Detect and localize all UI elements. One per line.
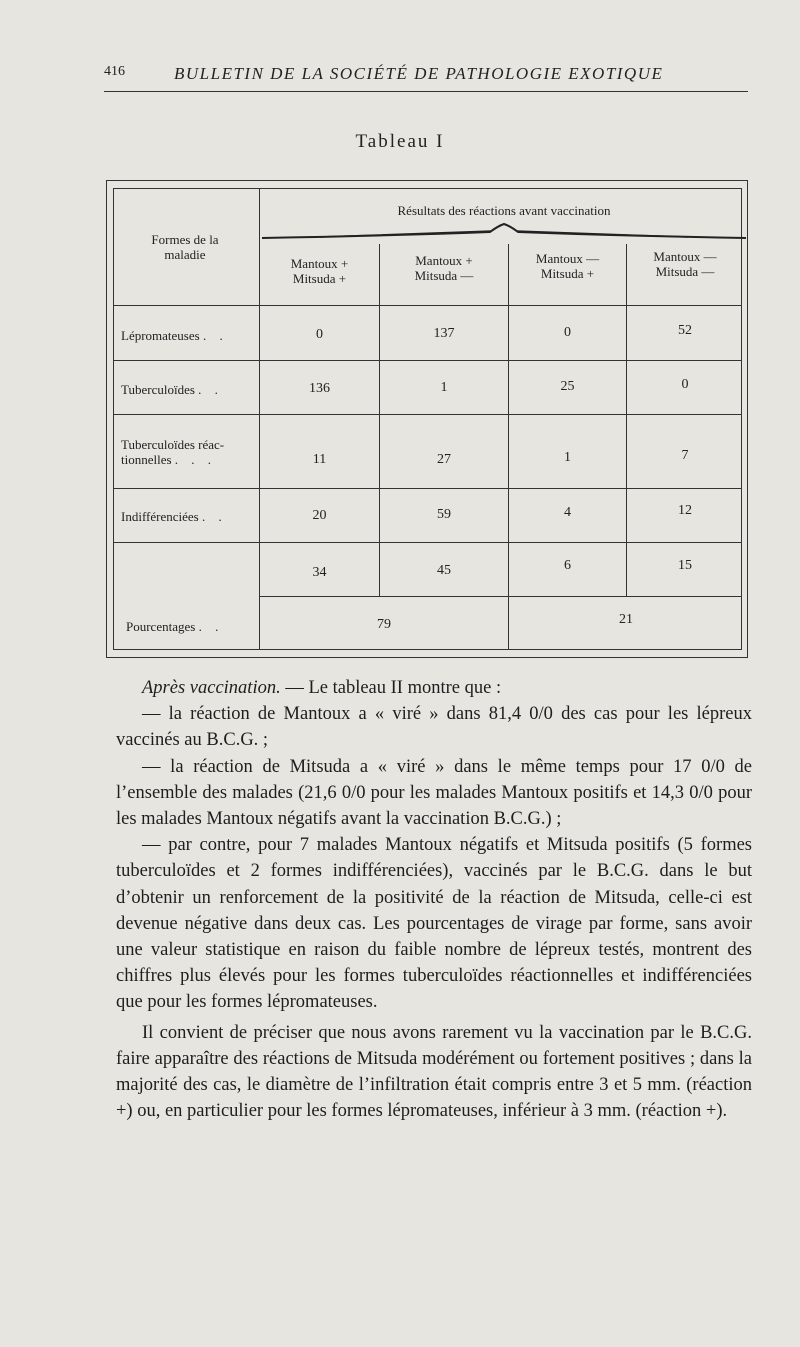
- table-rule: [114, 360, 741, 361]
- column-group-brace: [260, 222, 748, 244]
- column-header: [380, 253, 508, 283]
- table-cell: 7: [681, 448, 689, 463]
- row-label-text: Lépromateuses: [121, 328, 200, 343]
- paragraph: Il convient de préciser que nous avons rarement vu la vaccination par le B.C.G. faire apparaître des réactions de Mitsuda modérément ou fortement positives ; dans la majorité des cas, le diamètre de l’infiltration était compris entre 3 et 5 mm. (réaction +) ou, en particulier pour les formes lépromateuses, inférieur à 3 mm. (réaction +).: [116, 1022, 752, 1122]
- table-cell: 52: [678, 323, 692, 338]
- table-rule: [114, 414, 741, 415]
- running-head: [104, 62, 750, 86]
- column-header: [509, 251, 626, 281]
- row-label-text: Indifférenciées: [121, 509, 199, 524]
- paragraph: — par contre, pour 7 malades Mantoux négatifs et Mitsuda positifs (5 formes tuberculoïdes et 2 formes indifférenciées), vaccinés par le B.C.G. dans le but d’obtenir un renforcement de la positivité de la réaction de Mitsuda, celle-ci est devenue négative dans deux cas. Les pourcentages de virage par forme, sans avoir une valeur statistique en raison du faible nombre de lépreux testés, montrent des chiffres plus élevés pour les formes tuberculoïdes réactionnelles et indifférenciées que pour les formes lépromateuses.: [116, 835, 752, 1013]
- column-header-line: Mitsuda +: [292, 271, 347, 286]
- table-rule: [114, 305, 741, 306]
- row-label: [121, 509, 227, 524]
- table-cell: 27: [437, 452, 451, 467]
- leader-dots: . .: [202, 328, 228, 343]
- paragraph-text: — Le tableau II montre que :: [280, 678, 502, 698]
- journal-title: BULLETIN DE LA SOCIÉTÉ DE PATHOLOGIE EXOTIQUE: [174, 64, 664, 83]
- row-label-text: Pourcentages: [126, 619, 196, 634]
- table-cell: 0: [681, 377, 689, 392]
- table-rule: [626, 244, 627, 596]
- header-rule: [104, 91, 748, 92]
- row-label: [121, 437, 224, 467]
- group-header: Résultats des réactions avant vaccination: [397, 203, 611, 218]
- table-cell: 0: [316, 327, 323, 342]
- leader-dots: . .: [201, 509, 227, 524]
- column-header-line: Mitsuda +: [540, 266, 595, 281]
- column-header-line: Mantoux +: [415, 253, 473, 268]
- table-cell: 11: [312, 452, 327, 467]
- table-cell: 136: [309, 381, 330, 396]
- article-body: [116, 675, 752, 1124]
- column-header-line: Mitsuda —: [414, 268, 474, 283]
- total-cell: 6: [564, 558, 571, 573]
- column-header-line: Mantoux +: [290, 256, 349, 271]
- percentage-cell: 21: [619, 612, 633, 627]
- row-label: [126, 619, 223, 634]
- row-label-text: tionnelles: [121, 452, 172, 467]
- row-label: [121, 382, 223, 397]
- row-label-text: Tuberculoïdes réac-: [121, 437, 225, 452]
- table-rule: [114, 542, 741, 543]
- column-header-line: Mitsuda —: [655, 264, 715, 279]
- row-label: [121, 328, 228, 343]
- column-header: [260, 256, 379, 286]
- total-cell: 15: [678, 558, 692, 573]
- table-cell: 0: [564, 325, 571, 340]
- table-rule: [260, 596, 741, 597]
- total-cell: 45: [437, 563, 451, 578]
- row-label-text: Tuberculoïdes: [121, 382, 195, 397]
- total-cell: 34: [312, 565, 327, 580]
- section-lead: Après vaccination.: [142, 678, 281, 698]
- table-title: Tableau I: [355, 131, 445, 152]
- leader-dots: . .: [198, 619, 224, 634]
- table-cell: 20: [312, 508, 327, 523]
- paragraph: — la réaction de Mitsuda a « viré » dans le même temps pour 17 0/0 de l’ensemble des malades (21,6 0/0 pour les malades Mantoux positifs et 14,3 0/0 pour les malades Mantoux négatifs avant la vaccination B.C.G.) ;: [116, 756, 752, 830]
- table-rule: [379, 244, 380, 596]
- column-header-line: Mantoux —: [535, 251, 600, 266]
- percentage-cell: 79: [377, 617, 391, 632]
- table-rule: [114, 488, 741, 489]
- paragraph: — la réaction de Mantoux a « viré » dans 81,4 0/0 des cas pour les lépreux vaccinés au B.C.G. ;: [116, 704, 752, 751]
- paragraph: [116, 675, 752, 701]
- row-header: Formes de la maladie: [151, 232, 219, 262]
- column-header: [627, 249, 743, 279]
- leader-dots: . .: [198, 382, 223, 397]
- page-number: 416: [104, 64, 125, 79]
- table-cell: 1: [564, 450, 571, 465]
- table-cell: 25: [560, 379, 575, 394]
- leader-dots: . . .: [174, 452, 217, 467]
- table-cell: 4: [564, 505, 571, 520]
- table-cell: 12: [678, 503, 692, 518]
- column-header-line: Mantoux —: [653, 249, 717, 264]
- table-cell: 59: [437, 507, 451, 522]
- table-cell: 137: [433, 326, 455, 341]
- table-cell: 1: [440, 380, 448, 395]
